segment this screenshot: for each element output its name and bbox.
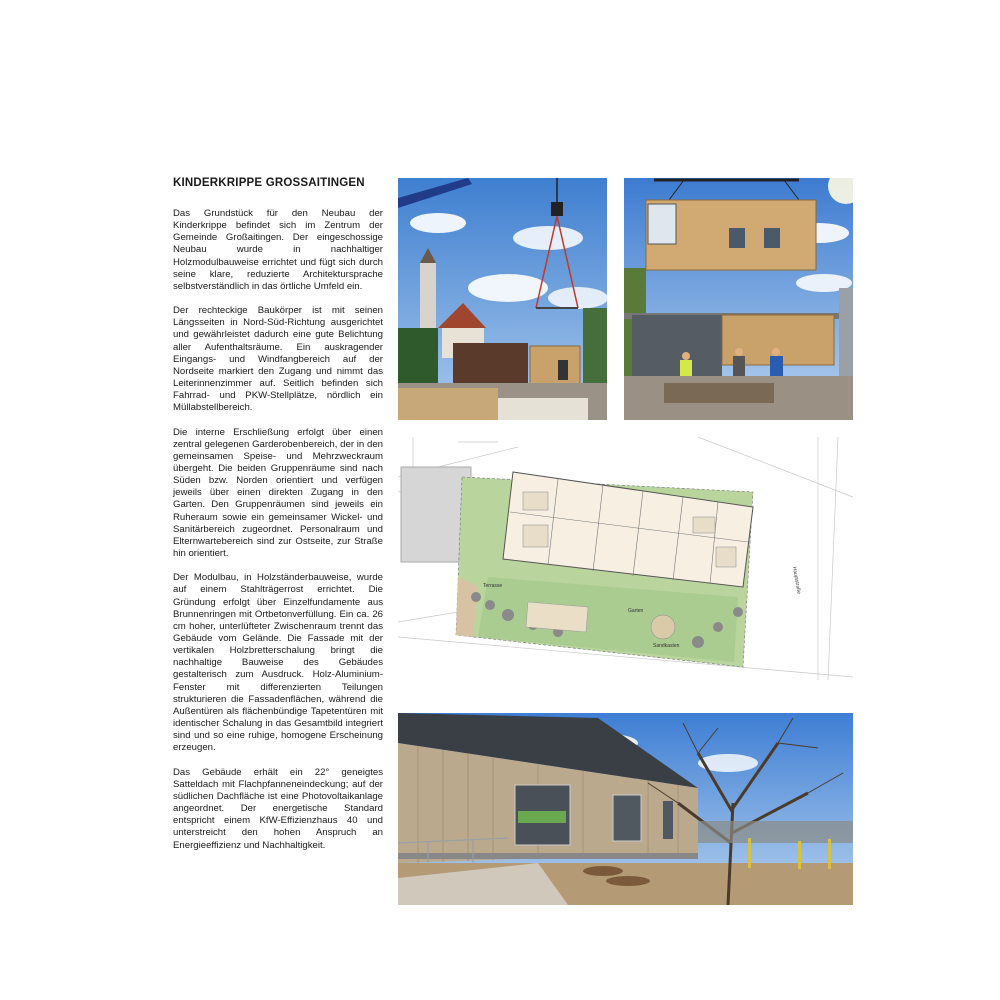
paragraph-circulation: Die interne Erschließung erfolgt über einen zentral gelegenen Garderobenbereich, der in den gemeinsamen Speise- und Mehrzweckraum übergeht. Die beiden Gruppenräume sind nach Süden bzw. Norden orientiert und verfügen jeweils über einen direkten Zugang in den Garten. Den Gruppenräumen sind jeweils ein Ruheraum sowie ein gemeinsamer Wickel- und Sanitärbereich zugeordnet. Personalraum und Elternwartebereich sind zur Ostseite, zur Straße hin orientiert.: [173, 426, 383, 560]
plan-label-terrace: Terrasse: [483, 583, 503, 589]
plan-label-sandbox: Sandkasten: [653, 643, 680, 649]
paragraph-site: Das Grundstück für den Neubau der Kinderkrippe befindet sich im Zentrum der Gemeinde Großaitingen. Der eingeschossige Neubau wurde in nachhaltiger Holzmodulbauweise errichtet und fügt sich durch seine klare, reduzierte Architektursprache selbstverständlich in das örtliche Umfeld ein.: [173, 208, 383, 292]
page-title: KINDERKRIPPE GROSSAITINGEN: [173, 177, 365, 189]
plan-label-street: Hauptstraße: [791, 566, 802, 595]
plan-label-garden: Garten: [628, 608, 644, 614]
paragraph-building: Der rechteckige Baukörper ist mit seinen Längsseiten in Nord-Süd-Richtung ausgerichtet und gewährleistet dadurch eine gute Belichtung aller Aufenthaltsräume. Ein auskragender Eingangs- und Windfangbereich auf der Nordseite markiert den Zugang und nimmt das Leiterinnenzimmer auf. Seitlich befinden sich Fahrrad- und PKW-Stellplätze, nördlich ein Müllabstellbereich.: [173, 305, 383, 414]
paragraph-roof-energy: Das Gebäude erhält ein 22° geneigtes Satteldach mit Flachpfanneneindeckung; auf der südlichen Dachfläche ist eine Photovoltaikanlage angeordnet. Der energetische Standard entspricht einem KfW-Effizienzhaus 40 und unterstreicht den hohen Anspruch an Energieeffizienz und Nachhaltigkeit.: [173, 766, 383, 851]
photo-module-placement: [624, 178, 853, 420]
photo-finished-building: [398, 713, 853, 905]
paragraph-construction: Der Modulbau, in Holzständerbauweise, wurde auf einem Stahlträgerrost errichtet. Die Gründung erfolgt über Einzelfundamente aus Brunnenringen mit Ortbetonverfüllung. Ein ca. 26 cm hoher, unterlüfteter Zwischenraum trennt das Gebäude vom Gelände. Die Fassade mit der vertikalen Holzbretterschalung bringt die nachhaltige Bauweise des Gebäudes gestalterisch zum Ausdruck. Holz-Aluminium-Fenster mit differenzierten Teilungen strukturieren die Fassadenflächen, während die Außentüren als flächenbündige Tapetentüren mit identischer Schalung in das Gesamtbild integriert sind und so eine ruhige, homogene Erscheinung erzeugen.: [173, 572, 383, 754]
photo-crane-module: [398, 178, 607, 420]
site-plan: [398, 437, 853, 680]
body-text: [173, 208, 383, 864]
